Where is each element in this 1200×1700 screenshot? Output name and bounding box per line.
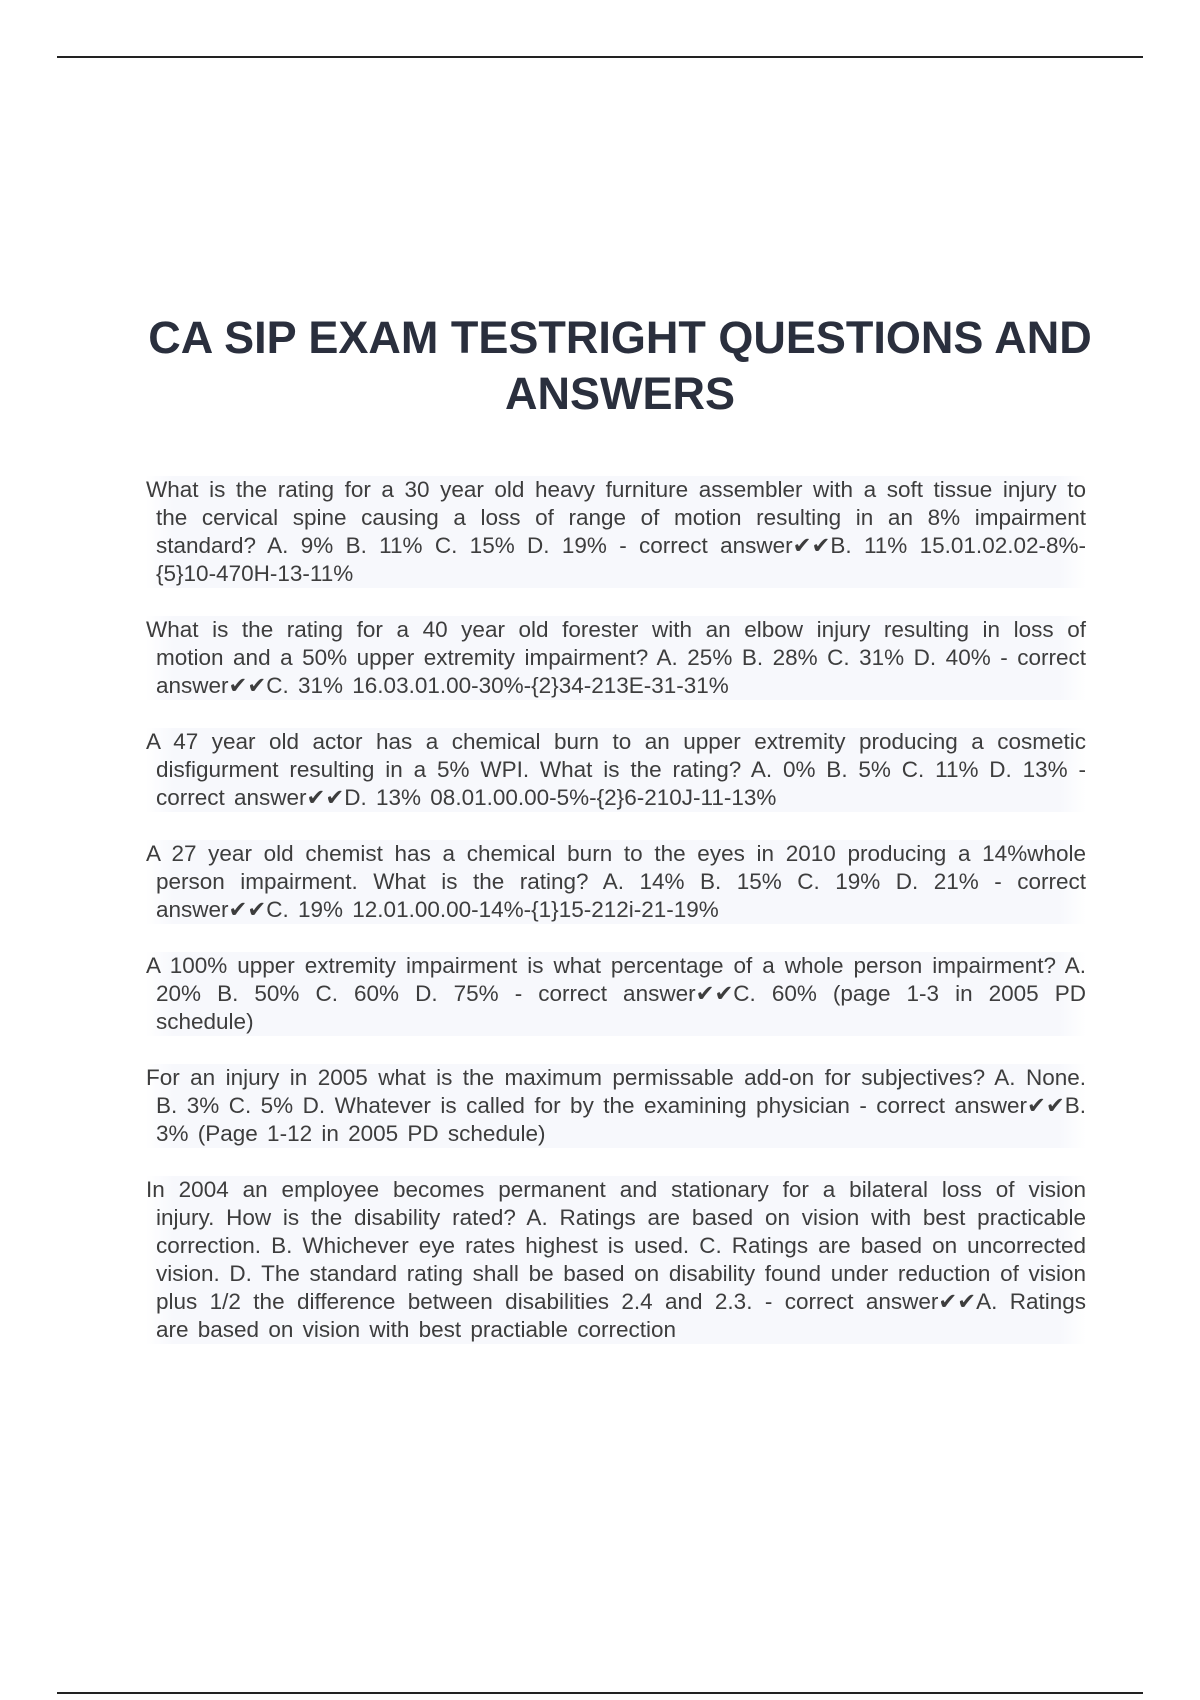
qa-item: In 2004 an employee becomes permanent and stationary for a bilateral loss of vision injury. How is the disability rated? A. Ratings are based on vision with best practicable correction. B. Whichever eye rates highest is used. C. Ratings are based on uncorrected vision. D. The standard rating shall be based on disability found under reduction of vision plus 1/2 the difference between disabilities 2.4 and 2.3. - correct answer✔✔A. Ratings are based on vision with best practiable correction (146, 1177, 1086, 1342)
qa-item: A 47 year old actor has a chemical burn to an upper extremity producing a cosmetic disfigurment resulting in a 5% WPI. What is the rating? A. 0% B. 5% C. 11% D. 13% - correct answer✔✔D. 13% 08.01.00.00-5%-{2}6-210J-11-13% (146, 729, 1086, 810)
header-rule (57, 56, 1143, 58)
qa-item: For an injury in 2005 what is the maximum permissable add-on for subjectives? A. None. B. 3% C. 5% D. Whatever is called for by the examining physician - correct answer✔✔B. 3% (Page 1-12 in 2005 PD schedule) (146, 1065, 1086, 1146)
qa-item: A 27 year old chemist has a chemical burn to the eyes in 2010 producing a 14%whole person impairment. What is the rating? A. 14% B. 15% C. 19% D. 21% - correct answer✔✔C. 19% 12.01.00.00-14%-{1}15-212i-21-19% (146, 841, 1086, 922)
qa-item: What is the rating for a 40 year old forester with an elbow injury resulting in loss of motion and a 50% upper extremity impairment? A. 25% B. 28% C. 31% D. 40% - correct answer✔✔C. 31% 16.03.01.00-30%-{2}34-213E-31-31% (146, 617, 1086, 698)
qa-list (146, 476, 1086, 1372)
document-title: CA SIP EXAM TESTRIGHT QUESTIONS AND ANSWERS (148, 312, 1092, 419)
footer-rule (57, 1692, 1143, 1694)
qa-item: What is the rating for a 30 year old heavy furniture assembler with a soft tissue injury to the cervical spine causing a loss of range of motion resulting in an 8% impairment standard? A. 9% B. 11% C. 15% D. 19% - correct answer✔✔B. 11% 15.01.02.02-8%-{5}10-470H-13-11% (146, 477, 1086, 586)
qa-item: A 100% upper extremity impairment is what percentage of a whole person impairment? A. 20% B. 50% C. 60% D. 75% - correct answer✔✔C. 60% (page 1-3 in 2005 PD schedule) (146, 953, 1086, 1034)
